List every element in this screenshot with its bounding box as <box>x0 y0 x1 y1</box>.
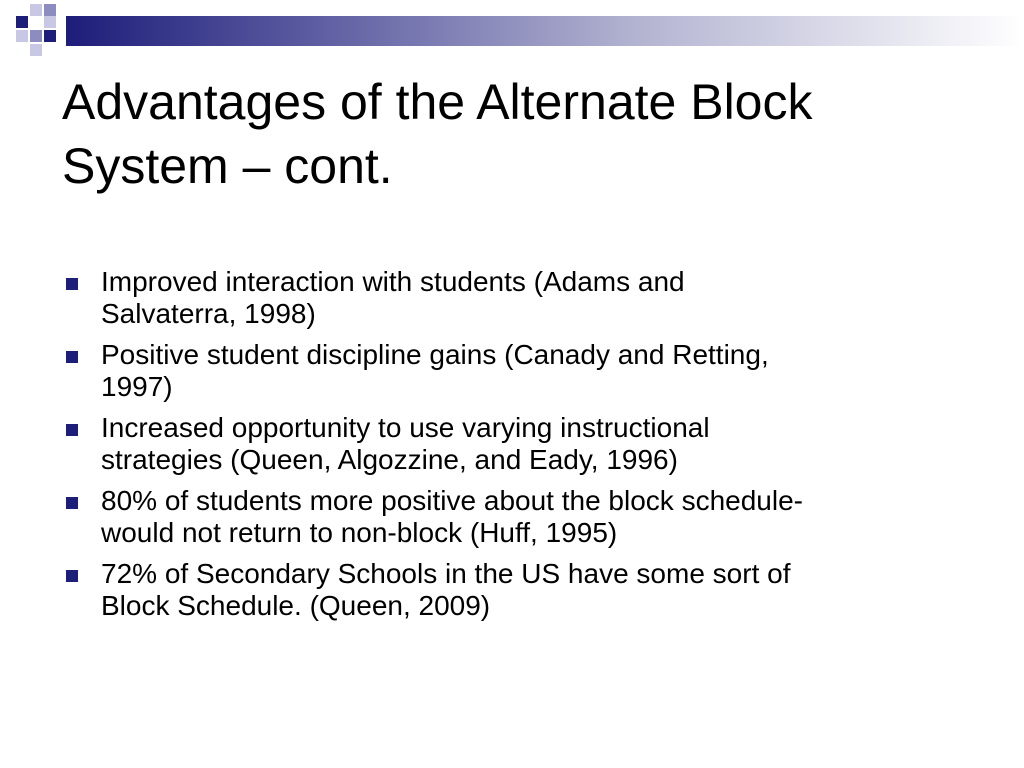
square-bullet-icon <box>66 351 78 363</box>
bullet-item <box>66 485 966 549</box>
bullet-text: Improved interaction with students (Adams and <box>101 266 685 297</box>
decor-square <box>16 16 28 28</box>
decor-square <box>30 44 42 56</box>
bullet-item <box>66 266 966 330</box>
decor-square <box>44 30 56 42</box>
decor-square <box>16 30 28 42</box>
slide-title <box>62 70 962 198</box>
bullet-text: 72% of Secondary Schools in the US have some sort of <box>101 558 791 589</box>
bullet-item <box>66 558 966 622</box>
decor-square <box>30 4 42 16</box>
bullet-text: Salvaterra, 1998) <box>101 298 316 329</box>
header-gradient-bar <box>66 16 1024 46</box>
bullet-list <box>66 266 966 631</box>
square-bullet-icon <box>66 570 78 582</box>
bullet-text: Increased opportunity to use varying instructional <box>101 412 710 443</box>
bullet-item <box>66 339 966 403</box>
bullet-text: would not return to non-block (Huff, 1995) <box>101 517 618 548</box>
bullet-text: 1997) <box>101 371 173 402</box>
bullet-item <box>66 412 966 476</box>
title-line: Advantages of the Alternate Block <box>62 74 813 130</box>
bullet-text: strategies (Queen, Algozzine, and Eady, 1996) <box>101 444 678 475</box>
bullet-text: 80% of students more positive about the block schedule- <box>101 485 803 516</box>
decor-square <box>30 30 42 42</box>
square-bullet-icon <box>66 497 78 509</box>
decor-square <box>44 4 56 16</box>
bullet-text: Block Schedule. (Queen, 2009) <box>101 590 491 621</box>
title-line: System – cont. <box>62 138 393 194</box>
square-bullet-icon <box>66 278 78 290</box>
decor-square <box>44 16 56 28</box>
square-bullet-icon <box>66 424 78 436</box>
bullet-text: Positive student discipline gains (Canady and Retting, <box>101 339 769 370</box>
